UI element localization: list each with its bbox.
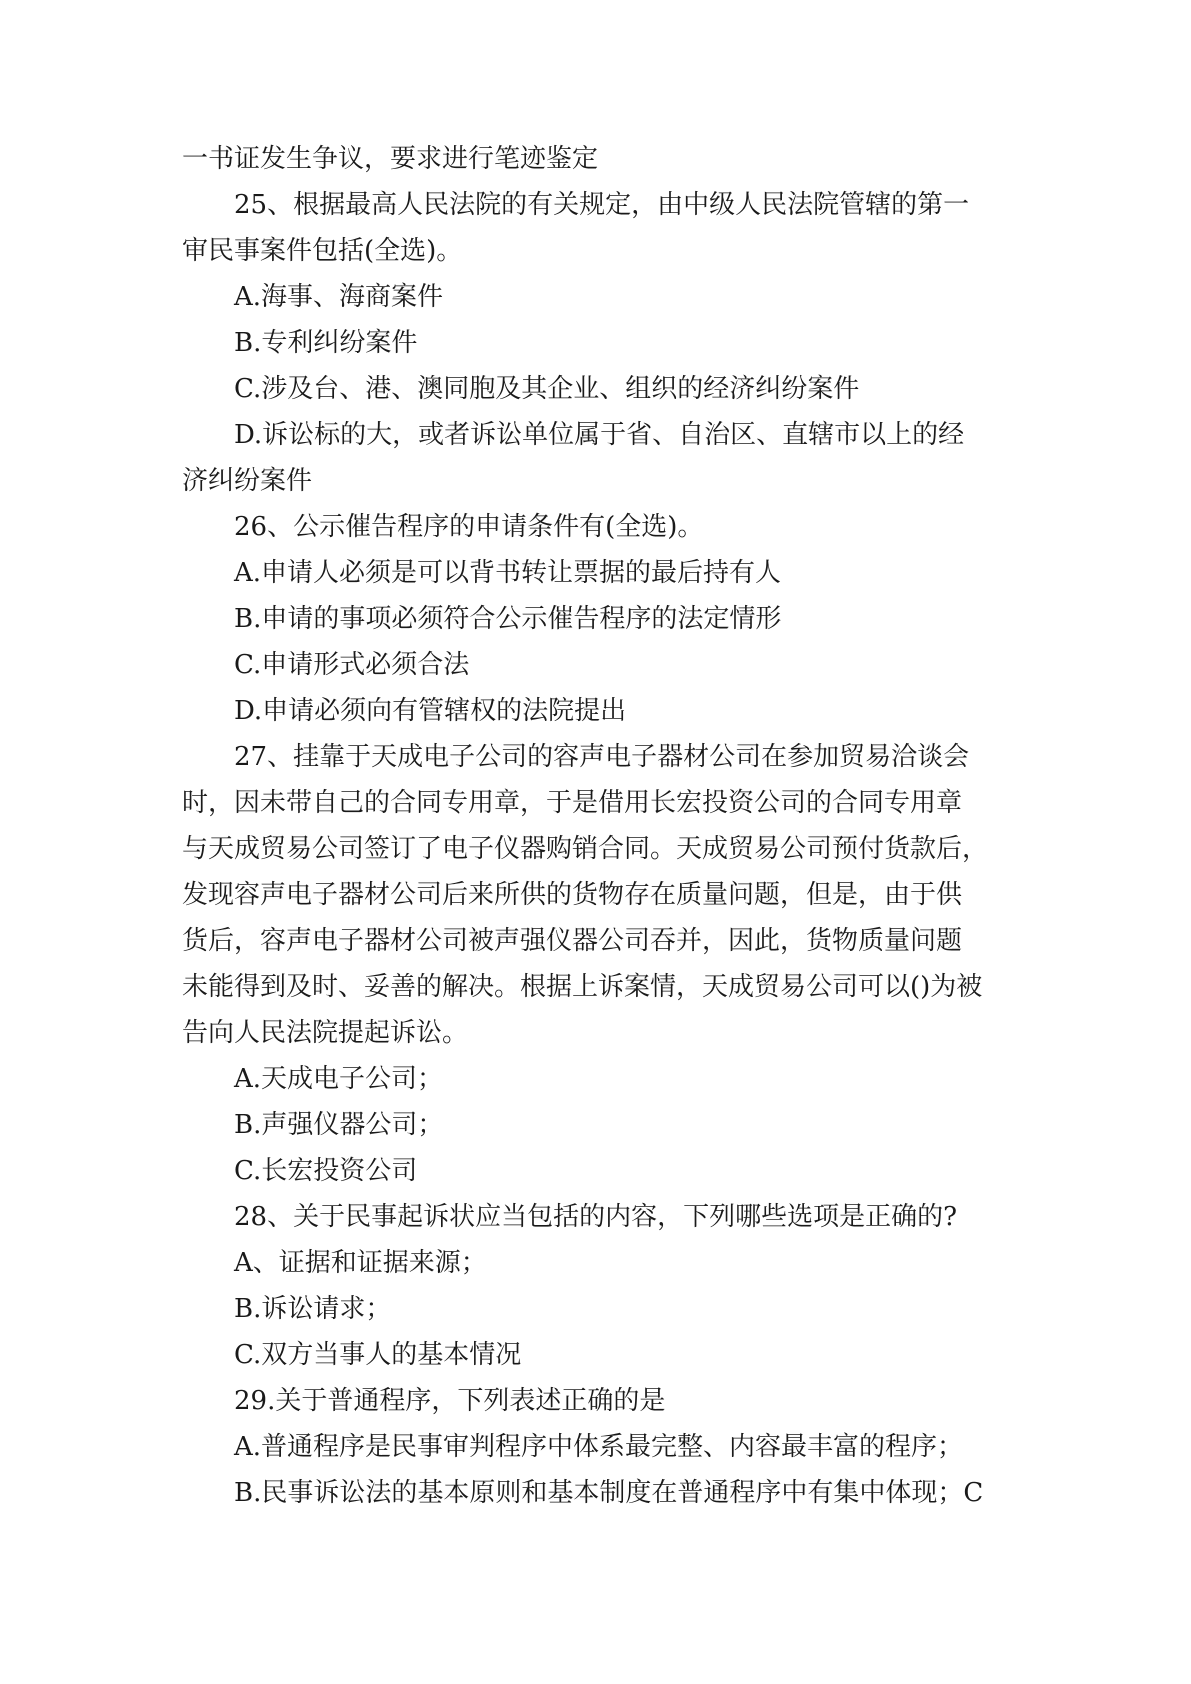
question-29: 29.关于普通程序，下列表述正确的是 bbox=[234, 1386, 666, 1416]
text-line: 时，因未带自己的合同专用章，于是借用长宏投资公司的合同专用章 bbox=[182, 788, 963, 818]
option-b: B.民事诉讼法的基本原则和基本制度在普通程序中有集中体现；C bbox=[234, 1478, 984, 1508]
text-line: 济纠纷案件 bbox=[182, 466, 313, 496]
option-c: C.长宏投资公司 bbox=[234, 1156, 418, 1186]
option-b: B.申请的事项必须符合公示催告程序的法定情形 bbox=[234, 604, 782, 634]
option-c: C.涉及台、港、澳同胞及其企业、组织的经济纠纷案件 bbox=[234, 374, 860, 404]
option-d: D.诉讼标的大，或者诉讼单位属于省、自治区、直辖市以上的经 bbox=[234, 420, 965, 450]
question-26: 26、公示催告程序的申请条件有(全选)。 bbox=[234, 512, 704, 542]
option-b: B.诉讼请求； bbox=[234, 1294, 392, 1324]
text-line: 与天成贸易公司签订了电子仪器购销合同。天成贸易公司预付货款后， bbox=[182, 834, 989, 864]
question-25: 25、根据最高人民法院的有关规定，由中级人民法院管辖的第一 bbox=[234, 190, 970, 220]
question-28: 28、关于民事起诉状应当包括的内容，下列哪些选项是正确的? bbox=[234, 1202, 958, 1232]
option-a: A.申请人必须是可以背书转让票据的最后持有人 bbox=[234, 558, 782, 588]
option-b: B.声强仪器公司； bbox=[234, 1110, 444, 1140]
option-a: A.海事、海商案件 bbox=[234, 282, 444, 312]
text-line: 未能得到及时、妥善的解决。根据上诉案情，天成贸易公司可以()为被 bbox=[182, 972, 983, 1002]
option-d: D.申请必须向有管辖权的法院提出 bbox=[234, 696, 627, 726]
text-line: 一书证发生争议，要求进行笔迹鉴定 bbox=[182, 144, 599, 174]
text-line: 货后，容声电子器材公司被声强仪器公司吞并，因此，货物质量问题 bbox=[182, 926, 963, 956]
question-27: 27、挂靠于天成电子公司的容声电子器材公司在参加贸易洽谈会 bbox=[234, 742, 970, 772]
option-c: C.申请形式必须合法 bbox=[234, 650, 470, 680]
option-b: B.专利纠纷案件 bbox=[234, 328, 418, 358]
text-line: 发现容声电子器材公司后来所供的货物存在质量问题，但是，由于供 bbox=[182, 880, 963, 910]
option-a: A、证据和证据来源； bbox=[234, 1248, 487, 1278]
option-a: A.普通程序是民事审判程序中体系最完整、内容最丰富的程序； bbox=[234, 1432, 964, 1462]
option-c: C.双方当事人的基本情况 bbox=[234, 1340, 522, 1370]
option-a: A.天成电子公司； bbox=[234, 1064, 444, 1094]
document-body bbox=[182, 136, 1018, 1516]
text-line: 审民事案件包括(全选)。 bbox=[182, 236, 463, 266]
text-line: 告向人民法院提起诉讼。 bbox=[182, 1018, 469, 1048]
